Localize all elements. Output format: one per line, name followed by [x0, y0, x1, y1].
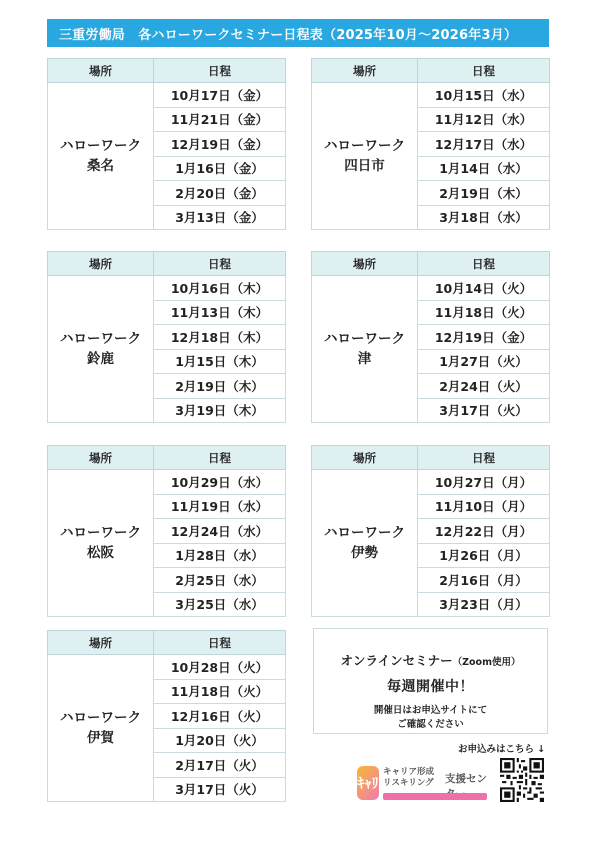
table-row	[312, 83, 550, 108]
seminar-date: 2月16日（月）	[418, 568, 550, 593]
logo-badge: ｷｬﾘ	[357, 766, 379, 800]
table-row	[48, 276, 286, 301]
seminar-date: 1月20日（火）	[154, 728, 286, 753]
online-seminar-weekly: 毎週開催中！	[387, 679, 474, 695]
office-name: ハローワーク 桑名	[48, 83, 154, 230]
header-dates: 日程	[418, 59, 550, 83]
seminar-date: 12月18日（木）	[154, 325, 286, 350]
office-name: ハローワーク 伊勢	[312, 470, 418, 617]
header-place: 場所	[48, 252, 154, 276]
header-place: 場所	[48, 631, 154, 655]
office-name: ハローワーク 津	[312, 276, 418, 423]
schedule-table	[47, 630, 286, 802]
seminar-date: 3月17日（火）	[418, 398, 550, 423]
seminar-date: 11月12日（水）	[418, 107, 550, 132]
seminar-date: 2月19日（木）	[154, 374, 286, 399]
seminar-date: 2月20日（金）	[154, 181, 286, 206]
schedule-table	[47, 445, 286, 617]
schedule-table	[47, 251, 286, 423]
seminar-date: 3月25日（水）	[154, 592, 286, 617]
header-dates: 日程	[154, 59, 286, 83]
online-seminar-note: 開催日はお申込サイトにて ご確認ください	[373, 705, 488, 730]
header-dates: 日程	[154, 631, 286, 655]
seminar-date: 10月29日（水）	[154, 470, 286, 495]
seminar-date: 2月19日（木）	[418, 181, 550, 206]
header-place: 場所	[312, 252, 418, 276]
seminar-date: 1月15日（木）	[154, 349, 286, 374]
seminar-date: 10月14日（火）	[418, 276, 550, 301]
schedule-table	[47, 58, 286, 230]
seminar-date: 10月27日（月）	[418, 470, 550, 495]
seminar-date: 12月19日（金）	[154, 132, 286, 157]
header-dates: 日程	[418, 252, 550, 276]
seminar-date: 12月17日（水）	[418, 132, 550, 157]
online-seminar-box	[313, 628, 548, 734]
seminar-date: 11月19日（水）	[154, 494, 286, 519]
seminar-date: 11月18日（火）	[418, 300, 550, 325]
table-header-row	[312, 59, 550, 83]
page-title-banner	[47, 19, 549, 47]
seminar-date: 3月23日（月）	[418, 592, 550, 617]
seminar-date: 11月10日（月）	[418, 494, 550, 519]
online-seminar-zoom-note: （Zoom使用）	[452, 657, 521, 668]
table-header-row	[48, 446, 286, 470]
seminar-date: 10月28日（火）	[154, 655, 286, 680]
seminar-date: 3月18日（水）	[418, 205, 550, 230]
logo-text-career: キャリア形成	[383, 767, 435, 777]
table-row	[312, 470, 550, 495]
table-row	[48, 470, 286, 495]
apply-label: お申込みはこちら ↓	[458, 744, 546, 755]
seminar-date: 1月27日（火）	[418, 349, 550, 374]
seminar-date: 12月24日（水）	[154, 519, 286, 544]
seminar-date: 1月14日（水）	[418, 156, 550, 181]
header-place: 場所	[48, 59, 154, 83]
table-row	[48, 655, 286, 680]
header-place: 場所	[312, 59, 418, 83]
seminar-date: 10月17日（金）	[154, 83, 286, 108]
seminar-date: 12月22日（月）	[418, 519, 550, 544]
office-name: ハローワーク 伊賀	[48, 655, 154, 802]
schedule-table	[311, 58, 550, 230]
office-name: ハローワーク 四日市	[312, 83, 418, 230]
header-place: 場所	[312, 446, 418, 470]
logo-text-reskilling: リスキリング	[383, 778, 434, 788]
seminar-date: 10月15日（水）	[418, 83, 550, 108]
seminar-date: 2月25日（水）	[154, 568, 286, 593]
table-header-row	[48, 252, 286, 276]
table-header-row	[312, 252, 550, 276]
seminar-date: 3月17日（火）	[154, 777, 286, 802]
table-header-row	[48, 631, 286, 655]
table-row	[312, 276, 550, 301]
online-seminar-title: オンラインセミナー（Zoom使用）	[340, 653, 521, 668]
seminar-date: 3月13日（金）	[154, 205, 286, 230]
seminar-date: 11月13日（木）	[154, 300, 286, 325]
schedule-table	[311, 445, 550, 617]
seminar-date: 2月17日（火）	[154, 753, 286, 778]
seminar-date: 1月26日（月）	[418, 543, 550, 568]
seminar-date: 10月16日（木）	[154, 276, 286, 301]
header-dates: 日程	[418, 446, 550, 470]
header-dates: 日程	[154, 252, 286, 276]
office-name: ハローワーク 松阪	[48, 470, 154, 617]
schedule-table	[311, 251, 550, 423]
logo-text-support-center: 支援セン	[445, 773, 487, 785]
seminar-date: 1月28日（水）	[154, 543, 286, 568]
seminar-date: 12月16日（火）	[154, 704, 286, 729]
page-title: 三重労働局 各ハローワークセミナー日程表（2025年10月～2026年3月）	[59, 27, 518, 43]
header-place: 場所	[48, 446, 154, 470]
table-header-row	[312, 446, 550, 470]
table-header-row	[48, 59, 286, 83]
seminar-date: 2月24日（火）	[418, 374, 550, 399]
logo-strip	[383, 793, 487, 800]
table-row	[48, 83, 286, 108]
office-name: ハローワーク 鈴鹿	[48, 276, 154, 423]
seminar-date: 11月18日（火）	[154, 679, 286, 704]
seminar-date: 11月21日（金）	[154, 107, 286, 132]
seminar-date: 1月16日（金）	[154, 156, 286, 181]
seminar-date: 12月19日（金）	[418, 325, 550, 350]
career-support-center-logo	[357, 766, 487, 802]
header-dates: 日程	[154, 446, 286, 470]
seminar-date: 3月19日（木）	[154, 398, 286, 423]
qr-code-icon[interactable]	[500, 758, 544, 802]
